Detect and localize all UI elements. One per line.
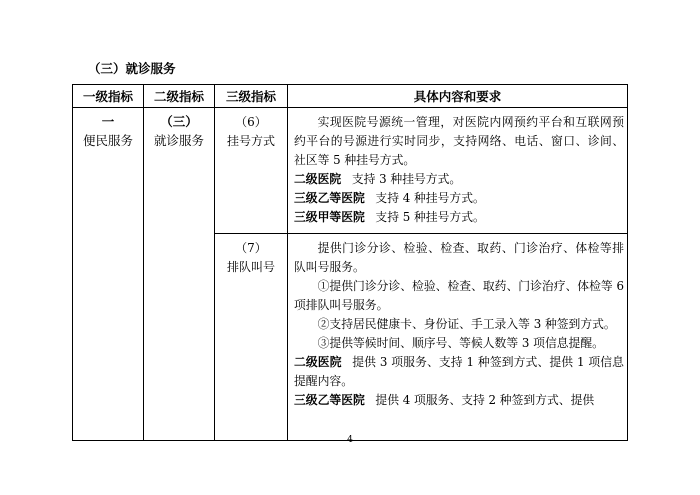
table-header-row	[73, 85, 628, 108]
header-level3: 三级指标	[215, 85, 288, 108]
level2-name: 就诊服务	[153, 132, 204, 148]
header-level2: 二级指标	[144, 85, 215, 108]
hospital-level-label: 三级甲等医院	[294, 210, 365, 224]
requirement-text: 支持 5 种挂号方式。	[375, 210, 485, 224]
hospital-level-label: 二级医院	[294, 355, 342, 369]
requirement-line	[294, 391, 624, 410]
page-number: 4	[347, 435, 353, 445]
requirement-line	[294, 208, 624, 227]
content-paragraph: 实现医院号源统一管理，对医院内网预约平台和互联网预约平台的号源进行实时同步，支持网络、电话、窗口、诊间、社区等 5 种挂号方式。	[294, 115, 624, 167]
requirement-text: 提供 4 项服务、支持 2 种签到方式、提供	[375, 393, 595, 407]
requirement-line	[294, 189, 624, 208]
indicator-table	[72, 84, 628, 441]
level3-name: 排队叫号	[226, 260, 275, 274]
requirement-text: 提供 3 项服务、支持 1 种签到方式、提供 1 项信息提醒内容。	[294, 355, 624, 388]
level1-number: 一	[101, 114, 115, 129]
table-row	[73, 108, 628, 234]
content-cell-queue	[288, 234, 628, 441]
content-paragraph: ①提供门诊分诊、检验、检查、取药、门诊治疗、体检等 6 项排队叫号服务。	[294, 279, 624, 312]
section-title: （三）就诊服务	[88, 61, 176, 76]
level1-cell	[73, 108, 144, 441]
level1-name: 便民服务	[82, 132, 133, 148]
content-paragraph: 提供门诊分诊、检验、检查、取药、门诊治疗、体检等排队叫号服务。	[294, 241, 624, 274]
content-cell-registration	[288, 108, 628, 234]
level3-cell-queue	[215, 234, 288, 441]
requirement-line	[294, 353, 624, 391]
level3-number: （7）	[235, 241, 267, 255]
hospital-level-label: 三级乙等医院	[294, 393, 365, 407]
header-content: 具体内容和要求	[288, 85, 628, 108]
requirement-line	[294, 170, 624, 189]
level3-name: 挂号方式	[226, 134, 275, 148]
requirement-text: 支持 3 种挂号方式。	[351, 172, 462, 186]
level3-number: （6）	[235, 115, 267, 129]
content-paragraph: ②支持居民健康卡、身份证、手工录入等 3 种签到方式。	[317, 317, 616, 331]
hospital-level-label: 三级乙等医院	[294, 191, 365, 205]
requirement-text: 支持 4 种挂号方式。	[375, 191, 485, 205]
content-paragraph: ③提供等候时间、顺序号、等候人数等 3 项信息提醒。	[317, 336, 604, 350]
level3-cell-registration	[215, 108, 288, 234]
level2-cell	[144, 108, 215, 441]
level2-number: （三）	[160, 114, 198, 129]
hospital-level-label: 二级医院	[294, 172, 342, 186]
header-level1: 一级指标	[73, 85, 144, 108]
